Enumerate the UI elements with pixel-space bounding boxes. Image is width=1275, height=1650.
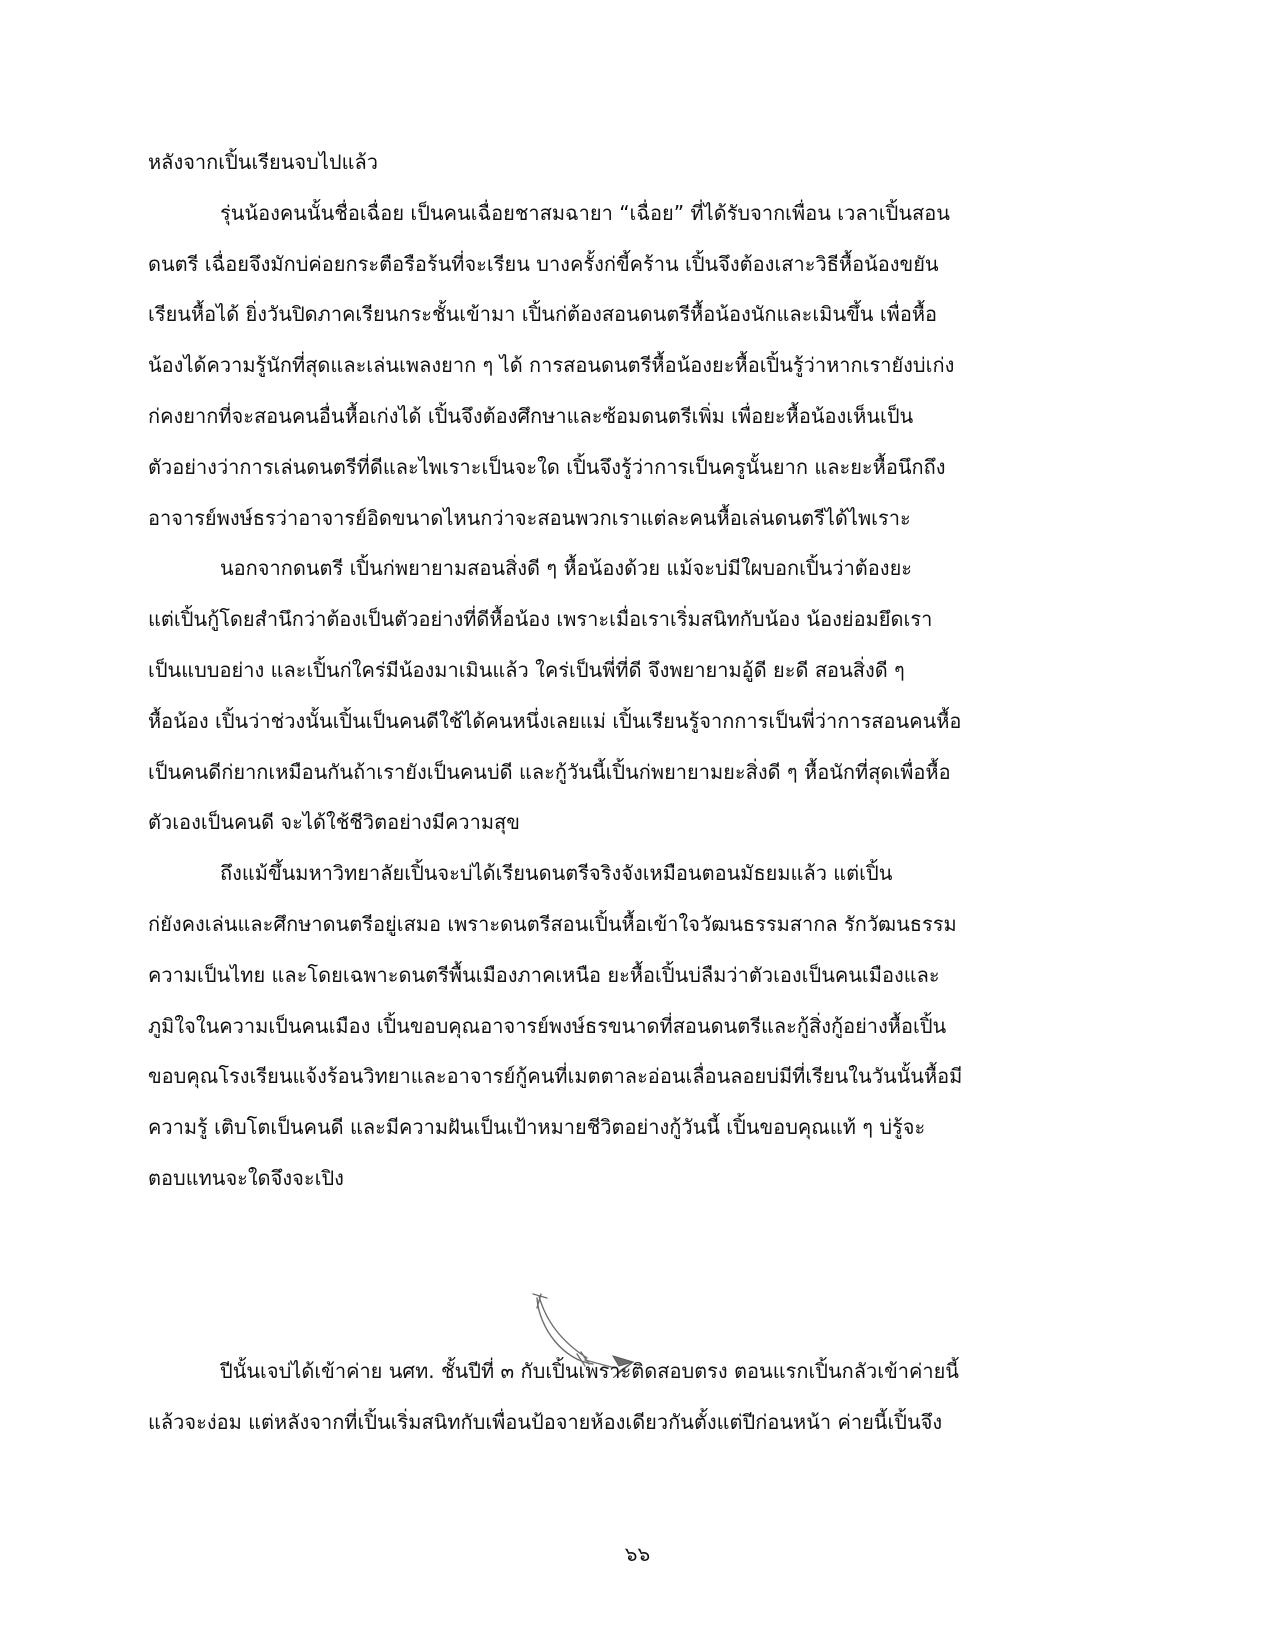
text-line: ถึงแม้ขึ้นมหาวิทยาลัยเปิ้นจะบ่ได้เรียนดนตรีจริงจังเหมือนตอนมัธยมแล้ว แต่เปิ้น	[220, 861, 893, 885]
text-line: หลังจากเปิ้นเรียนจบไปแล้ว	[148, 150, 378, 174]
text-line: เรียนหื้อได้ ยิ่งวันปิดภาคเรียนกระชั้นเข้ามา เปิ้นก่ต้องสอนดนตรีหื้อน้องนักและเมินขึ้น เพื่อหื้อ	[148, 302, 938, 326]
text-line: น้องได้ความรู้นักที่สุดและเล่นเพลงยาก ๆ ได้ การสอนดนตรีหื้อน้องยะหื้อเปิ้นรู้ว่าหากเรายังบ่เก่ง	[148, 353, 955, 377]
text-line: ดนตรี เฉื่อยจึงมักบ่ค่อยกระตือรือร้นที่จะเรียน บางครั้งก่ขี้คร้าน เปิ้นจึงต้องเสาะวิธีหื้อน้องขยัน	[148, 252, 939, 276]
text-line: ปีนั้นเจบ่ได้เข้าค่าย นศท. ชั้นปีที่ ๓ กับเปิ้นเพราะติดสอบตรง ตอนแรกเปิ้นกลัวเข้าค่ายนี้	[220, 1359, 959, 1383]
text-line: แต่เปิ้นกู้โดยสำนึกว่าต้องเป็นตัวอย่างที่ดีหื้อน้อง เพราะเมื่อเราเริ่มสนิทกับน้อง น้องย่อมยึดเรา	[148, 607, 933, 631]
text-line: แล้วจะง่อม แต่หลังจากที่เปิ้นเริ่มสนิทกับเพื่อนป้อจายห้องเดียวกันตั้งแต่ปีก่อนหน้า ค่ายนี้เปิ้นจึง	[148, 1410, 943, 1434]
text-line: นอกจากดนตรี เปิ้นก่พยายามสอนสิ่งดี ๆ หื้อน้องด้วย แม้จะบ่มีใผบอกเปิ้นว่าต้องยะ	[220, 556, 913, 580]
text-line: ก่ยังคงเล่นและศึกษาดนตรีอยู่เสมอ เพราะดนตรีสอนเปิ้นหื้อเข้าใจวัฒนธรรมสากล รักวัฒนธรรม	[148, 912, 957, 936]
text-line: ตัวเองเป็นคนดี จะได้ใช้ชีวิตอย่างมีความสุข	[148, 810, 520, 834]
page-number: ๖๖	[624, 1542, 651, 1566]
text-line: รุ่นน้องคนนั้นชื่อเฉื่อย เป็นคนเฉื่อยชาสมฉายา “เฉื่อย” ที่ได้รับจากเพื่อน เวลาเปิ้นสอน	[220, 201, 950, 225]
text-line: ภูมิใจในความเป็นคนเมือง เปิ้นขอบคุณอาจารย์พงษ์ธรขนาดที่สอนดนตรีและกู้สิ่งกู้อย่างหื้อเปิ้น	[148, 1014, 947, 1038]
text-line: เป็นแบบอย่าง และเปิ้นก่ใคร่มีน้องมาเมินแล้ว ใคร่เป็นพี่ที่ดี จึงพยายามอู้ดี ยะดี สอนสิ่งดี ๆ	[148, 658, 905, 682]
text-line: ขอบคุณโรงเรียนแจ้งร้อนวิทยาและอาจารย์กู้คนที่เมตตาละอ่อนเลื่อนลอยบ่มีที่เรียนในวันนั้นหื้อมี	[148, 1064, 963, 1088]
text-line: อาจารย์พงษ์ธรว่าอาจารย์อิดขนาดไหนกว่าจะสอนพวกเราแต่ละคนหื้อเล่นดนตรีได้ไพเราะ	[148, 506, 911, 530]
text-line: ความรู้ เติบโตเป็นคนดี และมีความฝันเป็นเป้าหมายชีวิตอย่างกู้วันนี้ เปิ้นขอบคุณแท้ ๆ บ่รู้จะ	[148, 1115, 926, 1139]
text-line: ตอบแทนจะใดจึงจะเปิง	[148, 1166, 344, 1190]
text-line: ก่คงยากที่จะสอนคนอื่นหื้อเก่งได้ เปิ้นจึงต้องศึกษาและซ้อมดนตรีเพิ่ม เพื่อยะหื้อน้องเห็นเป็น	[148, 404, 914, 428]
text-line: เป็นคนดีก่ยากเหมือนกันถ้าเรายังเป็นคนบ่ดี และกู้วันนี้เปิ้นก่พยายามยะสิ่งดี ๆ หื้อนักที่สุดเพื่อหื้อ	[148, 760, 951, 784]
text-line: หื้อน้อง เปิ้นว่าช่วงนั้นเปิ้นเป็นคนดีใช้ได้คนหนึ่งเลยแม่ เปิ้นเรียนรู้จากการเป็นพี่ว่าการสอนคนหื้อ	[148, 709, 962, 733]
text-line: ความเป็นไทย และโดยเฉพาะดนตรีพื้นเมืองภาคเหนือ ยะหื้อเปิ้นบ่ลืมว่าตัวเองเป็นคนเมืองและ	[148, 963, 940, 987]
text-line: ตัวอย่างว่าการเล่นดนตรีที่ดีและไพเราะเป็นจะใด เปิ้นจึงรู้ว่าการเป็นครูนั้นยาก และยะหื้อนึกถึง	[148, 455, 946, 479]
